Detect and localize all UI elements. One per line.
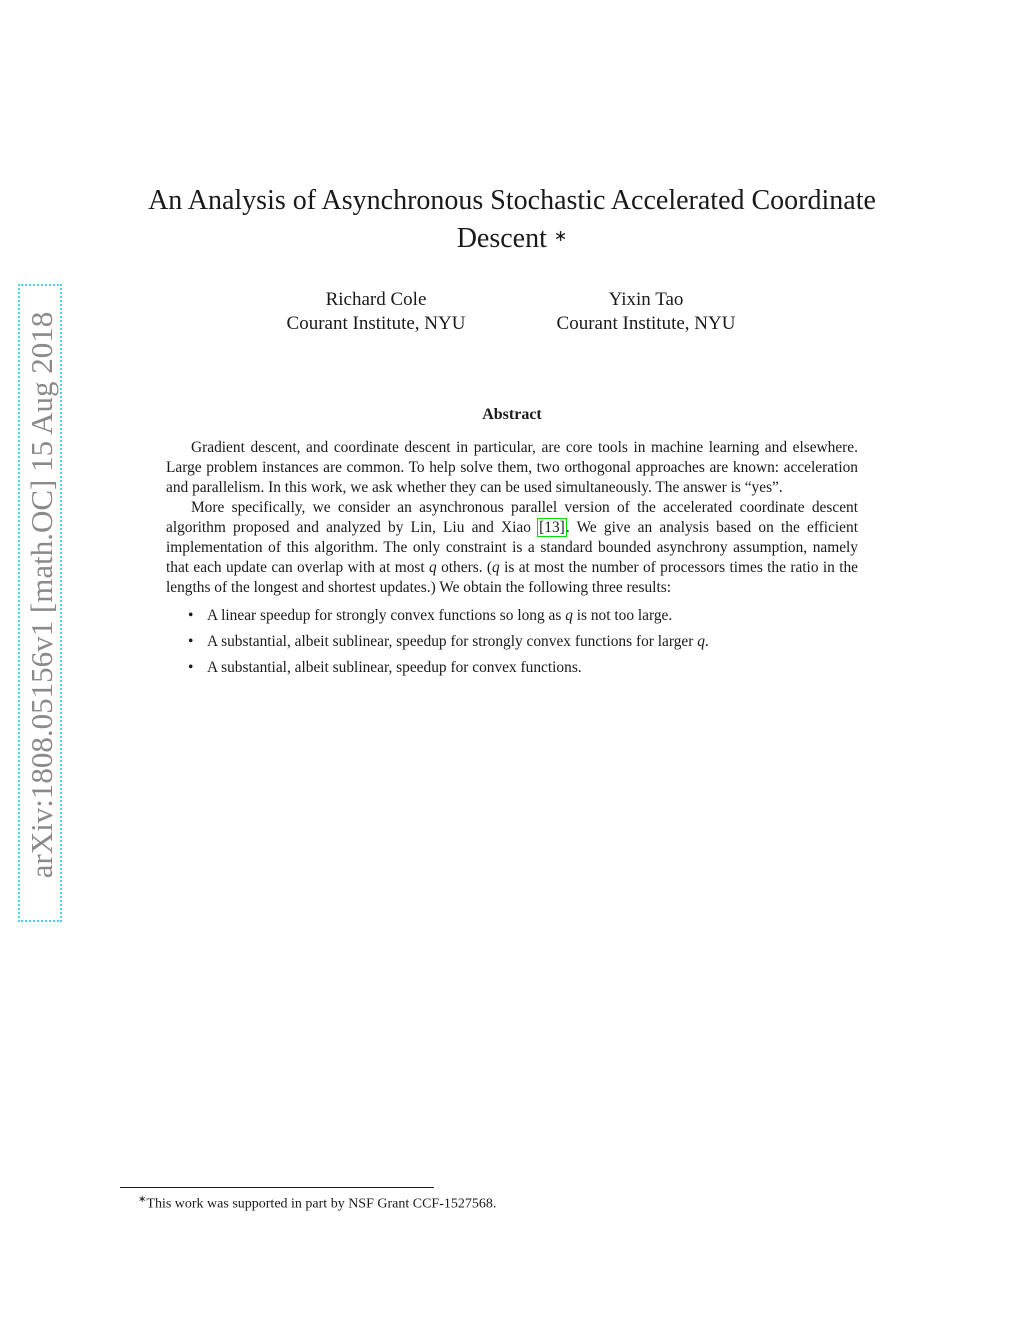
author-name: Richard Cole bbox=[325, 289, 427, 310]
footnote-text: This work was supported in part by NSF Grant CCF-1527568. bbox=[146, 1196, 497, 1212]
abstract-paragraph-1: Gradient descent, and coordinate descent in particular, are core tools in machine learning and elsewhere. Large problem instances are common. To help solve them, two orthogonal approaches are known: acceleration and parallelism. In this work, we ask whether they can be used simultaneously. The answer is “yes”. bbox=[166, 439, 858, 496]
author-affiliation: Courant Institute, NYU bbox=[286, 313, 466, 334]
bullet-icon: • bbox=[188, 633, 194, 650]
footnote bbox=[138, 1191, 496, 1214]
list-item bbox=[166, 606, 858, 626]
author-affiliation: Courant Institute, NYU bbox=[556, 313, 736, 334]
footnote-marker: ∗ bbox=[138, 1194, 147, 1205]
paragraph-text: others. ( bbox=[436, 559, 493, 576]
math-variable: q bbox=[492, 559, 500, 576]
author-block-1 bbox=[246, 288, 506, 336]
paragraph-text: is at most the number of processors times the ratio in the lengths of the longest and shortest updates.) We obtain the following three results: bbox=[166, 559, 858, 596]
abstract-body bbox=[166, 438, 858, 684]
item-text: A linear speedup for strongly convex functions so long as bbox=[207, 607, 566, 624]
paper-title bbox=[120, 182, 904, 258]
citation-link[interactable]: [13] bbox=[539, 519, 565, 536]
title-footnote-marker[interactable]: ∗ bbox=[553, 228, 568, 245]
item-text: is not too large. bbox=[572, 607, 673, 624]
title-line-1: An Analysis of Asynchronous Stochastic Accelerated Coordinate bbox=[148, 185, 876, 216]
list-item bbox=[166, 658, 858, 678]
paragraph-text: More specifically, we consider an asynchronous parallel version of the accelerated coordinate descent algorithm proposed and analyzed by Lin, Liu and Xiao bbox=[166, 499, 858, 536]
item-text: A substantial, albeit sublinear, speedup for convex functions. bbox=[207, 659, 582, 676]
bullet-icon: • bbox=[188, 659, 194, 676]
paragraph-text: . We give an analysis based on the efficient implementation of this algorithm. The only constraint is a standard bounded asynchrony assumption, namely that each update can overlap with at most bbox=[166, 519, 858, 576]
item-text: A substantial, albeit sublinear, speedup for strongly convex functions for larger bbox=[207, 633, 698, 650]
author-name: Yixin Tao bbox=[608, 289, 684, 310]
author-block-2 bbox=[516, 288, 776, 336]
title-line-2-text: Descent bbox=[456, 223, 547, 254]
math-variable: q bbox=[429, 559, 437, 576]
arxiv-identifier[interactable]: arXiv:1808.05156v1 [math.OC] 15 Aug 2018 bbox=[24, 311, 59, 879]
abstract-paragraph-2 bbox=[166, 498, 858, 598]
footnote-divider bbox=[120, 1187, 434, 1188]
item-text: . bbox=[704, 633, 709, 650]
abstract-heading: Abstract bbox=[482, 406, 542, 423]
bullet-icon: • bbox=[188, 607, 194, 624]
results-list bbox=[166, 606, 858, 678]
list-item bbox=[166, 632, 858, 652]
math-variable: q bbox=[697, 633, 705, 650]
title-line-2 bbox=[120, 220, 904, 258]
math-variable: q bbox=[565, 607, 573, 624]
